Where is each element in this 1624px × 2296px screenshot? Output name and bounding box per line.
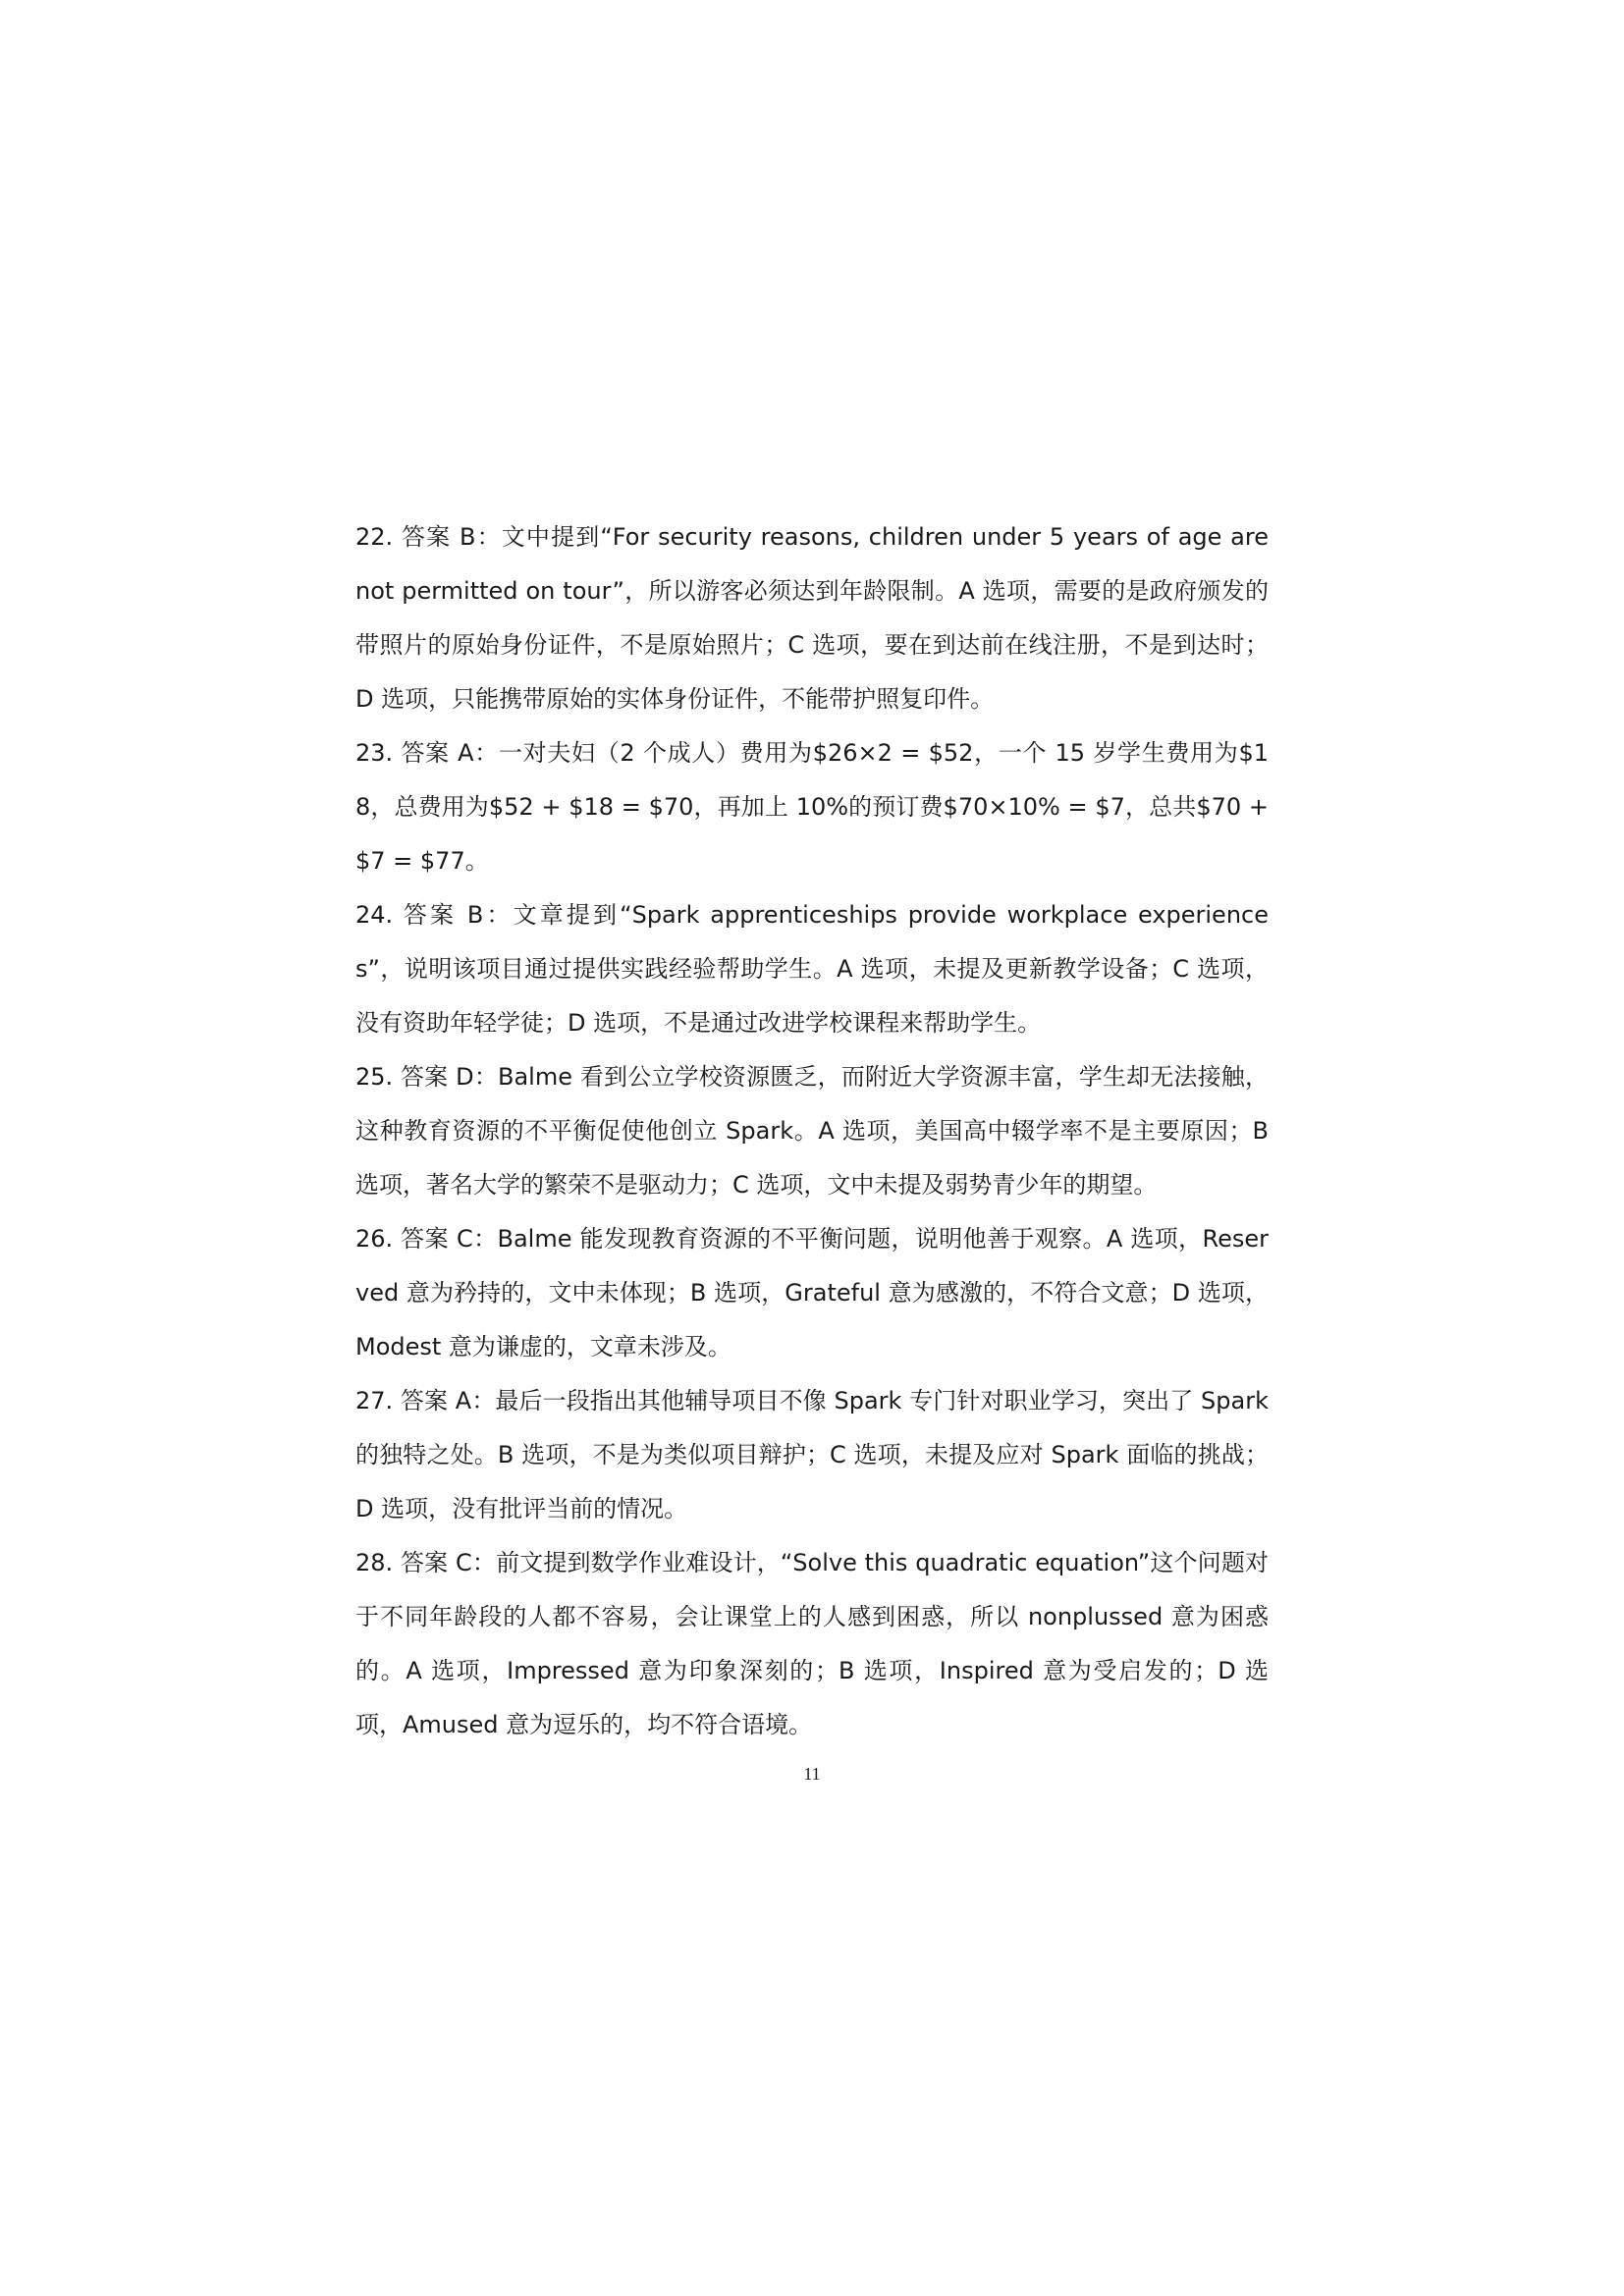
- answer-22: 22. 答案 B：文中提到“For security reasons, children under 5 years of age are not permitted on tour”，所以游客必须达到年龄限制。A 选项，需要的是政府颁发的带照片的原始身份证件，不是原始照片；C 选项，要在到达前在线注册，不是到达时；D 选项，只能携带原始的实体身份证件，不能带护照复印件。: [355, 523, 1269, 713]
- page-number: 11: [803, 1764, 821, 1784]
- answer-28: 28. 答案 C：前文提到数学作业难设计，“Solve this quadratic equation”这个问题对于不同年龄段的人都不容易，会让课堂上的人感到困惑，所以 nonplussed 意为困惑的。A 选项，Impressed 意为印象深刻的；B 选项，Inspired 意为受启发的；D 选项，Amused 意为逗乐的，均不符合语境。: [355, 1549, 1269, 1738]
- answer-27: 27. 答案 A：最后一段指出其他辅导项目不像 Spark 专门针对职业学习，突出了 Spark 的独特之处。B 选项，不是为类似项目辩护；C 选项，未提及应对 Spark 面临的挑战；D 选项，没有批评当前的情况。: [355, 1387, 1269, 1522]
- answer-24: 24. 答案 B：文章提到“Spark apprenticeships provide workplace experiences”，说明该项目通过提供实践经验帮助学生。A 选项，未提及更新教学设备；C 选项，没有资助年轻学徒；D 选项，不是通过改进学校课程来帮助学生。: [355, 901, 1269, 1037]
- answer-23: 23. 答案 A：一对夫妇（2 个成人）费用为$26×2 = $52，一个 15 岁学生费用为$18，总费用为$52 + $18 = $70，再加上 10%的预订费$70×10% = $7，总共$70 + $7 = $77。: [355, 739, 1269, 875]
- answer-25: 25. 答案 D：Balme 看到公立学校资源匮乏，而附近大学资源丰富，学生却无法接触，这种教育资源的不平衡促使他创立 Spark。A 选项，美国高中辍学率不是主要原因；B 选项，著名大学的繁荣不是驱动力；C 选项，文中未提及弱势青少年的期望。: [355, 1063, 1269, 1199]
- answer-26: 26. 答案 C：Balme 能发现教育资源的不平衡问题，说明他善于观察。A 选项，Reserved 意为矜持的，文中未体现；B 选项，Grateful 意为感激的，不符合文意；D 选项，Modest 意为谦虚的，文章未涉及。: [355, 1225, 1269, 1361]
- answer-explanations: [355, 510, 1269, 1752]
